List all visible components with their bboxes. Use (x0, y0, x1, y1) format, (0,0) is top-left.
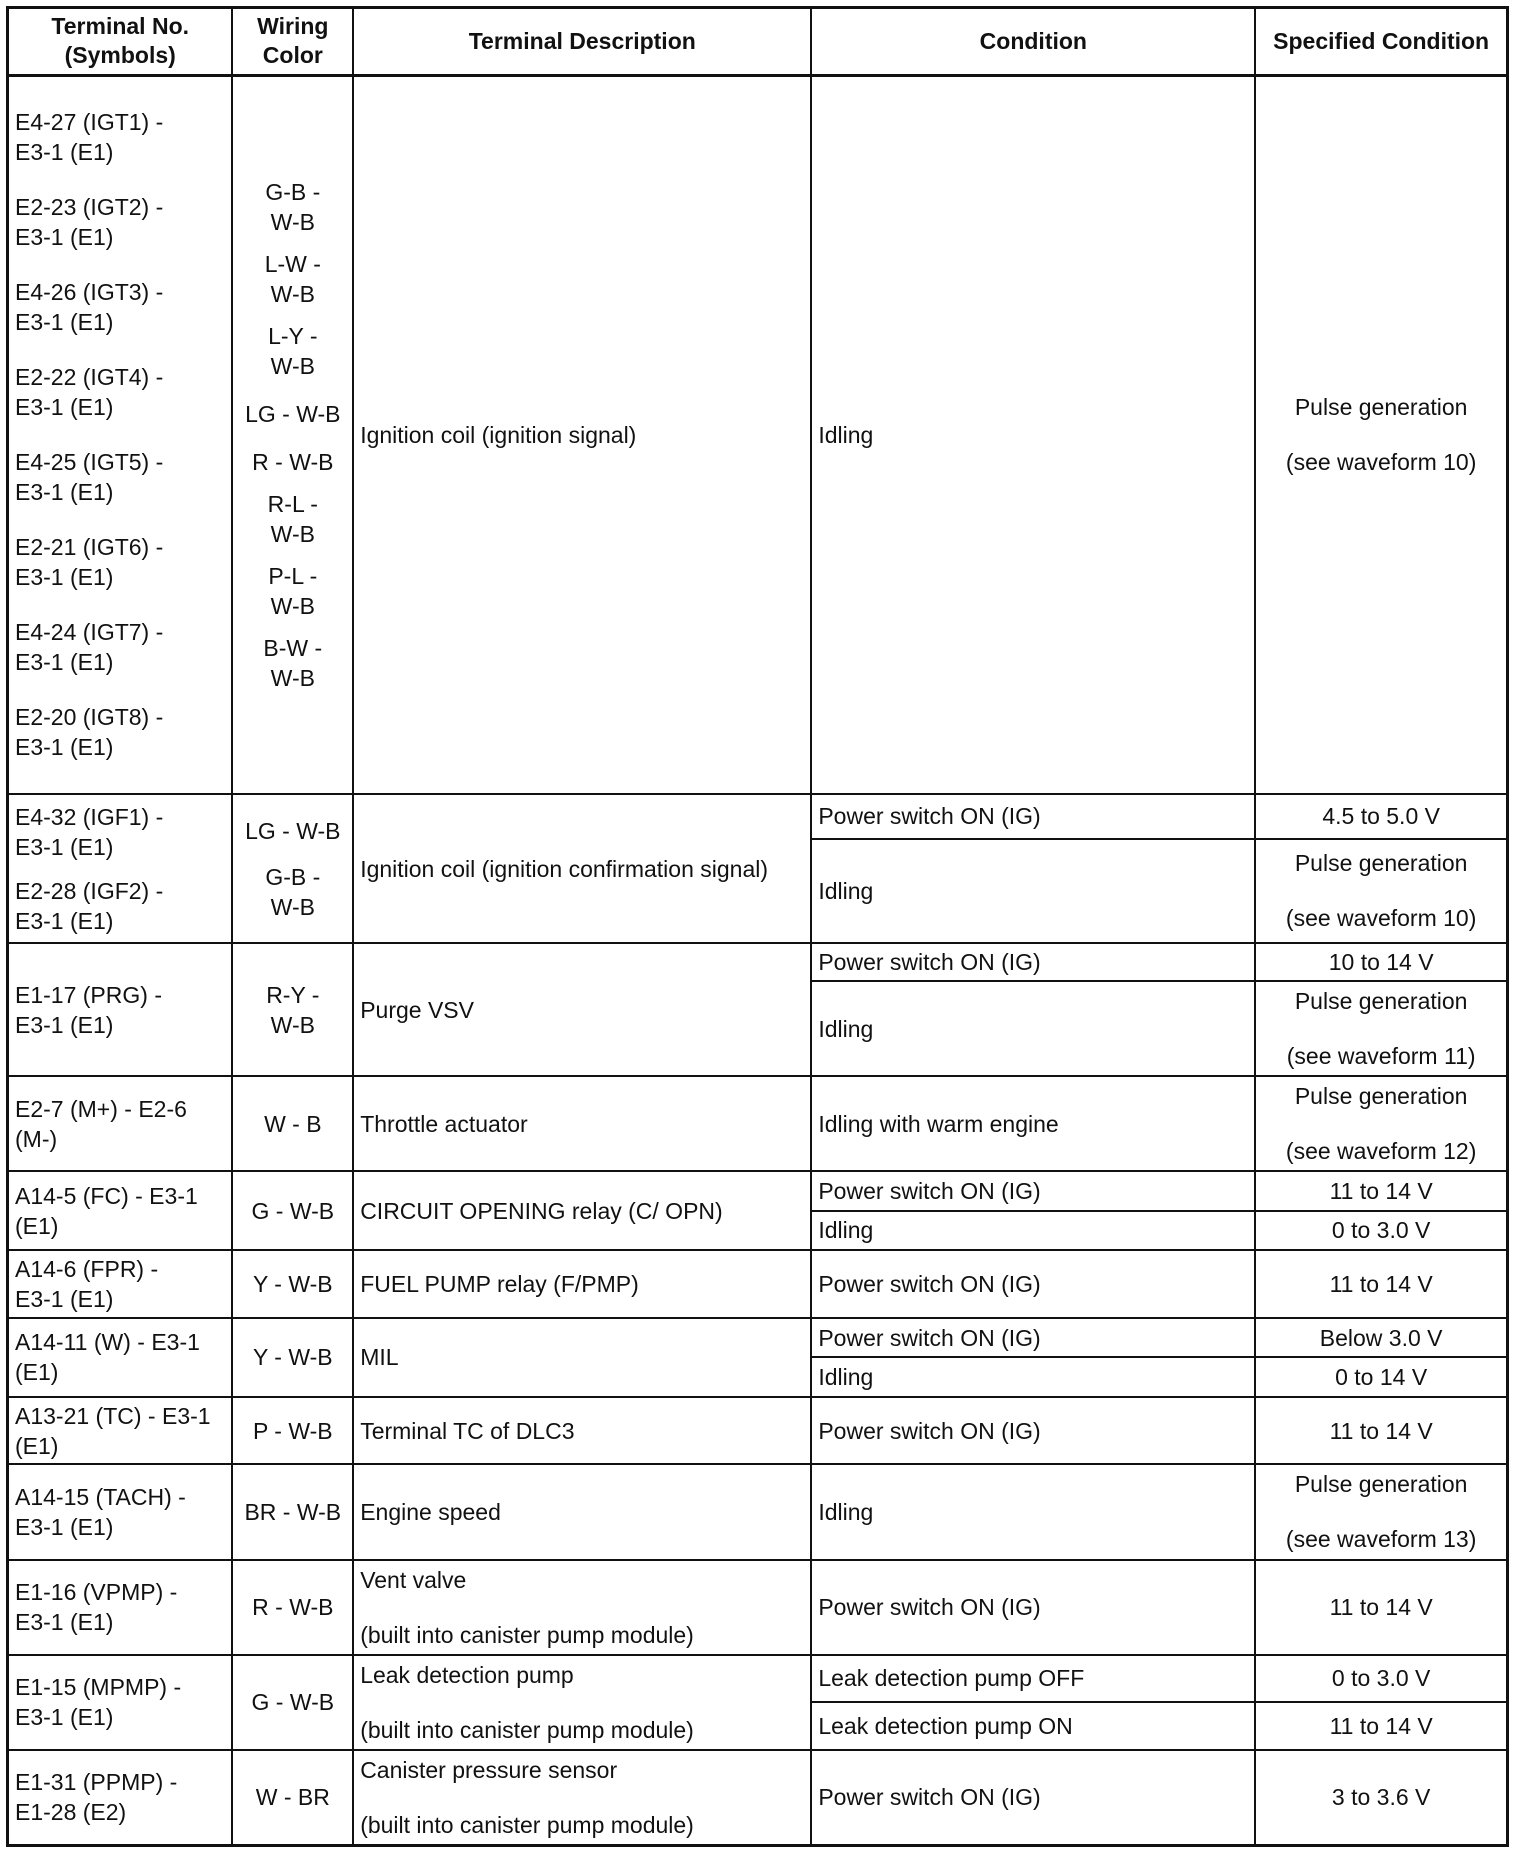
terminal-cell: A14-5 (FC) - E3-1 (E1) (8, 1171, 233, 1250)
terminal-cell: E4-32 (IGF1) - E3-1 (E1) E2-28 (IGF2) - E3-1 (E1) (8, 794, 233, 943)
wire-igt2: L-W - W-B (264, 250, 321, 307)
condition-cell: Idling with warm engine (811, 1076, 1255, 1171)
wiring-color-cell: BR - W-B (232, 1464, 353, 1559)
condition-cell: Idling (811, 75, 1255, 794)
table-row (8, 1560, 1508, 1655)
table-row (8, 1076, 1508, 1171)
description-cell: Ignition coil (ignition confirmation signal) (353, 794, 811, 943)
header-wiring-color: Wiring Color (232, 8, 353, 76)
spec-cell: Pulse generation (see waveform 11) (1255, 981, 1507, 1076)
condition-cell: Idling (811, 1464, 1255, 1559)
terminal-cell: E2-7 (M+) - E2-6 (M-) (8, 1076, 233, 1171)
table-row (8, 1397, 1508, 1465)
terminal-cell: E1-16 (VPMP) - E3-1 (E1) (8, 1560, 233, 1655)
wire-igt1: G-B - W-B (265, 178, 321, 235)
spec-cell: Pulse generation (see waveform 10) (1255, 75, 1507, 794)
wire-igt4: LG - W-B (245, 400, 341, 427)
description-cell: FUEL PUMP relay (F/PMP) (353, 1250, 811, 1318)
spec-cell: 11 to 14 V (1255, 1702, 1507, 1750)
description-cell: MIL (353, 1318, 811, 1397)
spec-cell: 11 to 14 V (1255, 1250, 1507, 1318)
description-cell: Canister pressure sensor (built into canister pump module) (353, 1750, 811, 1846)
wiring-color-cell: Y - W-B (232, 1318, 353, 1397)
spec-cell: Pulse generation (see waveform 10) (1255, 839, 1507, 943)
spec-cell: 11 to 14 V (1255, 1560, 1507, 1655)
terminal-cell: A14-6 (FPR) - E3-1 (E1) (8, 1250, 233, 1318)
terminal-cell: A14-15 (TACH) - E3-1 (E1) (8, 1464, 233, 1559)
spec-cell: 11 to 14 V (1255, 1397, 1507, 1465)
condition-cell: Leak detection pump ON (811, 1702, 1255, 1750)
wire-igt3: L-Y - W-B (268, 322, 318, 379)
wiring-color-cell: LG - W-B G-B - W-B (232, 794, 353, 943)
wire-igt8: B-W - W-B (263, 634, 323, 691)
wiring-color-cell: R-Y - W-B (232, 943, 353, 1076)
wiring-color-cell: G - W-B (232, 1171, 353, 1250)
condition-cell: Power switch ON (IG) (811, 1171, 1255, 1210)
terminal-igt6: E2-21 (IGT6) - E3-1 (E1) (15, 534, 164, 591)
condition-cell: Power switch ON (IG) (811, 1250, 1255, 1318)
spec-cell: 4.5 to 5.0 V (1255, 794, 1507, 838)
description-cell: Purge VSV (353, 943, 811, 1076)
table-row (8, 1655, 1508, 1703)
spec-cell: 3 to 3.6 V (1255, 1750, 1507, 1846)
spec-cell: Pulse generation (see waveform 12) (1255, 1076, 1507, 1171)
description-cell: Throttle actuator (353, 1076, 811, 1171)
terminal-igt3: E4-26 (IGT3) - E3-1 (E1) (15, 279, 164, 336)
terminal-cell (8, 75, 233, 794)
spec-cell: 10 to 14 V (1255, 943, 1507, 981)
table-row (8, 1171, 1508, 1210)
spec-cell: Below 3.0 V (1255, 1318, 1507, 1357)
condition-cell: Idling (811, 981, 1255, 1076)
condition-cell: Idling (811, 1211, 1255, 1250)
spec-cell: Pulse generation (see waveform 13) (1255, 1464, 1507, 1559)
condition-cell: Power switch ON (IG) (811, 1397, 1255, 1465)
spec-cell: 0 to 14 V (1255, 1357, 1507, 1396)
condition-cell: Idling (811, 839, 1255, 943)
wiring-color-cell: Y - W-B (232, 1250, 353, 1318)
description-cell: Engine speed (353, 1464, 811, 1559)
description-cell: Ignition coil (ignition signal) (353, 75, 811, 794)
description-cell: Terminal TC of DLC3 (353, 1397, 811, 1465)
terminal-igt1: E4-27 (IGT1) - E3-1 (E1) (15, 109, 164, 166)
condition-cell: Idling (811, 1357, 1255, 1396)
wiring-color-cell: W - BR (232, 1750, 353, 1846)
header-terminal-description: Terminal Description (353, 8, 811, 76)
table-row (8, 1250, 1508, 1318)
header-condition: Condition (811, 8, 1255, 76)
wiring-color-cell: R - W-B (232, 1560, 353, 1655)
table-row (8, 1318, 1508, 1357)
header-row (8, 8, 1508, 76)
wire-igt5: R - W-B (252, 448, 334, 475)
terminal-inspection-table (6, 6, 1509, 1847)
wiring-color-cell (232, 75, 353, 794)
wiring-color-cell: G - W-B (232, 1655, 353, 1750)
description-cell: Leak detection pump (built into canister pump module) (353, 1655, 811, 1750)
condition-cell: Power switch ON (IG) (811, 794, 1255, 838)
terminal-igt7: E4-24 (IGT7) - E3-1 (E1) (15, 619, 164, 676)
terminal-cell: A14-11 (W) - E3-1 (E1) (8, 1318, 233, 1397)
table-row (8, 1750, 1508, 1846)
wire-igt6: R-L - W-B (267, 490, 318, 547)
condition-cell: Leak detection pump OFF (811, 1655, 1255, 1703)
spec-cell: 0 to 3.0 V (1255, 1211, 1507, 1250)
table-row (8, 1464, 1508, 1559)
terminal-cell: E1-31 (PPMP) - E1-28 (E2) (8, 1750, 233, 1846)
spec-cell: 0 to 3.0 V (1255, 1655, 1507, 1703)
terminal-cell: A13-21 (TC) - E3-1 (E1) (8, 1397, 233, 1465)
wiring-color-cell: P - W-B (232, 1397, 353, 1465)
condition-cell: Power switch ON (IG) (811, 1560, 1255, 1655)
header-terminal-no: Terminal No. (Symbols) (8, 8, 233, 76)
terminal-cell: E1-17 (PRG) - E3-1 (E1) (8, 943, 233, 1076)
condition-cell: Power switch ON (IG) (811, 1318, 1255, 1357)
terminal-cell: E1-15 (MPMP) - E3-1 (E1) (8, 1655, 233, 1750)
wiring-color-cell: W - B (232, 1076, 353, 1171)
condition-cell: Power switch ON (IG) (811, 1750, 1255, 1846)
description-cell: Vent valve (built into canister pump module) (353, 1560, 811, 1655)
terminal-igt4: E2-22 (IGT4) - E3-1 (E1) (15, 364, 164, 421)
spec-cell: 11 to 14 V (1255, 1171, 1507, 1210)
header-specified-condition: Specified Condition (1255, 8, 1507, 76)
table-row (8, 794, 1508, 838)
table-row (8, 943, 1508, 981)
description-cell: CIRCUIT OPENING relay (C/ OPN) (353, 1171, 811, 1250)
terminal-igt2: E2-23 (IGT2) - E3-1 (E1) (15, 194, 164, 251)
condition-cell: Power switch ON (IG) (811, 943, 1255, 981)
terminal-igt8: E2-20 (IGT8) - E3-1 (E1) (15, 704, 164, 761)
terminal-igt5: E4-25 (IGT5) - E3-1 (E1) (15, 449, 164, 506)
wire-igt7: P-L - W-B (268, 562, 318, 619)
table-row (8, 75, 1508, 794)
